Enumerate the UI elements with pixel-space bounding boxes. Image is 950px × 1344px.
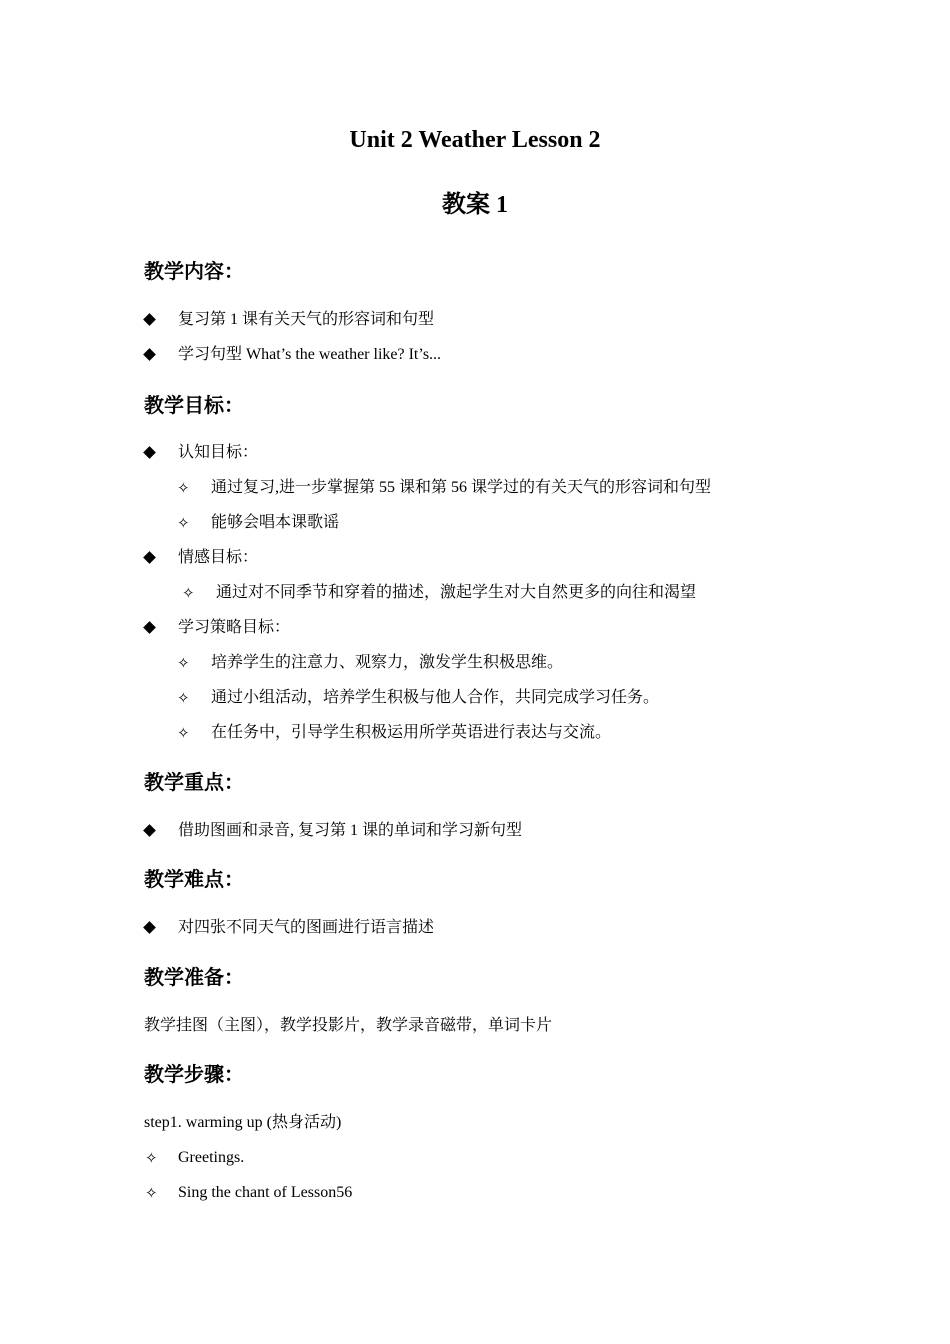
goal-cognitive-item-1: 通过复习,进一步掌握第 55 课和第 56 课学过的有关天气的形容词和句型 (211, 479, 712, 496)
goal-strategy-label: 学习策略目标： (178, 619, 291, 636)
goal-strategy-item-3: 在任务中，引导学生积极运用所学英语进行表达与交流。 (211, 724, 612, 741)
diamond-icon (145, 309, 154, 331)
goal-cognitive-item-2: 能够会唱本课歌谣 (211, 514, 340, 531)
section-heading-preparation: 教学准备： (144, 965, 244, 989)
diamond-icon (145, 344, 154, 366)
section-heading-focus: 教学重点： (144, 770, 244, 794)
content-item-2: 学习句型 What’s the weather like? It’s... (178, 346, 442, 363)
star-outline-icon: ✧ (177, 654, 190, 672)
section-heading-difficulty: 教学难点： (144, 867, 244, 891)
step-1-title: step1. warming up (热身活动) (144, 1114, 342, 1131)
star-outline-icon: ✧ (177, 724, 190, 742)
section-heading-content: 教学内容： (144, 259, 244, 283)
goal-emotional-label: 情感目标： (178, 549, 259, 566)
difficulty-item-1: 对四张不同天气的图画进行语言描述 (178, 919, 435, 936)
diamond-icon (145, 547, 154, 569)
star-outline-icon: ✧ (177, 479, 190, 497)
goal-emotional-item-1: 通过对不同季节和穿着的描述，激起学生对大自然更多的向往和渴望 (216, 584, 697, 601)
star-outline-icon: ✧ (177, 689, 190, 707)
goal-strategy-item-2: 通过小组活动，培养学生积极与他人合作，共同完成学习任务。 (211, 689, 660, 706)
star-outline-icon: ✧ (182, 584, 195, 602)
goal-cognitive-label: 认知目标： (178, 444, 259, 461)
star-outline-icon: ✧ (145, 1184, 158, 1202)
content-item-1: 复习第 1 课有关天气的形容词和句型 (178, 311, 435, 328)
document-subtitle: 教案 1 (442, 192, 508, 218)
diamond-icon (145, 917, 154, 939)
step-item-2: Sing the chant of Lesson56 (178, 1184, 353, 1201)
diamond-icon (145, 442, 154, 464)
section-heading-steps: 教学步骤： (144, 1062, 244, 1086)
goal-strategy-item-1: 培养学生的注意力、观察力，激发学生积极思维。 (211, 654, 564, 671)
focus-item-1: 借助图画和录音, 复习第 1 课的单词和学习新句型 (178, 822, 523, 839)
section-heading-goals: 教学目标： (144, 393, 244, 417)
star-outline-icon: ✧ (145, 1149, 158, 1167)
document-title: Unit 2 Weather Lesson 2 (349, 127, 601, 153)
star-outline-icon: ✧ (177, 514, 190, 532)
preparation-text: 教学挂图（主图），教学投影片，教学录音磁带，单词卡片 (144, 1017, 553, 1034)
diamond-icon (145, 617, 154, 639)
diamond-icon (145, 820, 154, 842)
step-item-1: Greetings. (178, 1149, 245, 1166)
